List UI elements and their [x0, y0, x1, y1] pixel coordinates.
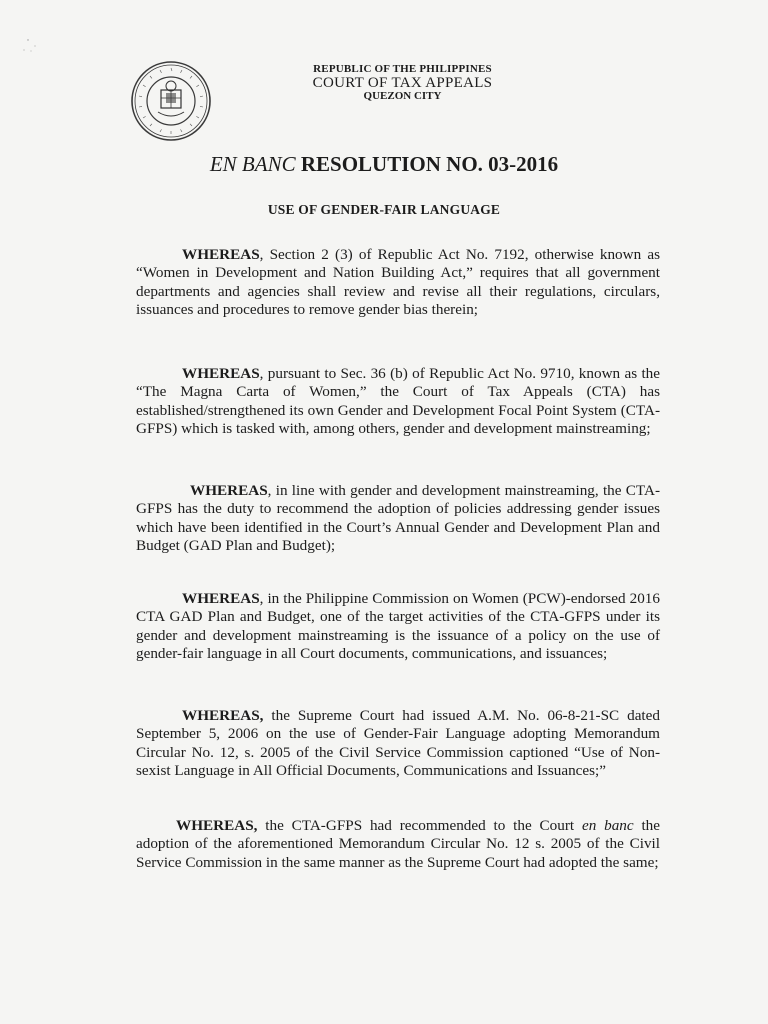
- whereas-label: WHEREAS,: [182, 707, 264, 724]
- paragraph-text: the adoption of the aforementioned Memorandum Circular No. 12 s. 2005 of the Civil Service Commission in the same manner as the Supreme Court had adopted the same;: [136, 817, 660, 871]
- court-city: QUEZON CITY: [363, 90, 442, 103]
- paragraph-text: , Section 2 (3) of Republic Act No. 7192, otherwise known as “Women in Development and Nation Building Act,” requires that all government departments and agencies shall review and revise all their regulations, circulars, issuances and procedures to remove gender bias therein;: [136, 246, 660, 319]
- title-resolution-number: RESOLUTION NO. 03-2016: [300, 152, 559, 176]
- paragraph-text: the CTA-GFPS had recommended to the Court: [257, 817, 582, 834]
- whereas-paragraph-5: [136, 707, 660, 781]
- paragraph-text: , in line with gender and development mainstreaming, the CTA-GFPS has the duty to recommend the adoption of policies addressing gender issues which have been identified in the Court’s Annual Gender and Development Plan and Budget (GAD Plan and Budget);: [136, 482, 660, 555]
- whereas-paragraph-6: [136, 817, 660, 872]
- resolution-subject: USE OF GENDER-FAIR LANGUAGE: [267, 202, 501, 217]
- en-banc-italic: en banc: [581, 817, 634, 834]
- paragraph-text: , pursuant to Sec. 36 (b) of Republic Act No. 9710, known as the “The Magna Carta of Women,” the Court of Tax Appeals (CTA) has established/strengthened its own Gender and Development Focal Point System (CTA-GFPS) which is tasked with, among others, gender and development mainstreaming;: [136, 365, 660, 438]
- whereas-label: WHEREAS: [182, 590, 260, 607]
- paragraph-text: the Supreme Court had issued A.M. No. 06-8-21-SC dated September 5, 2006 on the use of Gender-Fair Language adopting Memorandum Circular No. 12, s. 2005 of the Civil Service Commission captioned “Use of Non-sexist Language in All Official Documents, Communications and Issuances;”: [136, 707, 660, 780]
- whereas-label: WHEREAS: [182, 246, 260, 263]
- title-en-banc: EN BANC: [209, 152, 296, 176]
- whereas-paragraph-3: [136, 482, 660, 556]
- court-seal-icon: [130, 60, 212, 142]
- letterhead: [250, 64, 555, 103]
- whereas-paragraph-2: [136, 365, 660, 439]
- whereas-label: WHEREAS: [190, 482, 268, 499]
- scan-specks: [18, 36, 48, 60]
- whereas-paragraph-4: [136, 590, 660, 664]
- paragraph-text: , in the Philippine Commission on Women (PCW)-endorsed 2016 CTA GAD Plan and Budget, one of the target activities of the CTA-GFPS under its gender and development mainstreaming is the issuance of a policy on the use of gender-fair language in all Court documents, communications, and issuances;: [136, 590, 660, 663]
- whereas-paragraph-1: [136, 246, 660, 320]
- whereas-label: WHEREAS: [182, 365, 260, 382]
- whereas-label: WHEREAS,: [176, 817, 258, 834]
- resolution-title: [0, 152, 768, 177]
- republic-line: REPUBLIC OF THE PHILIPPINES: [313, 63, 492, 75]
- court-name: COURT OF TAX APPEALS: [312, 74, 493, 91]
